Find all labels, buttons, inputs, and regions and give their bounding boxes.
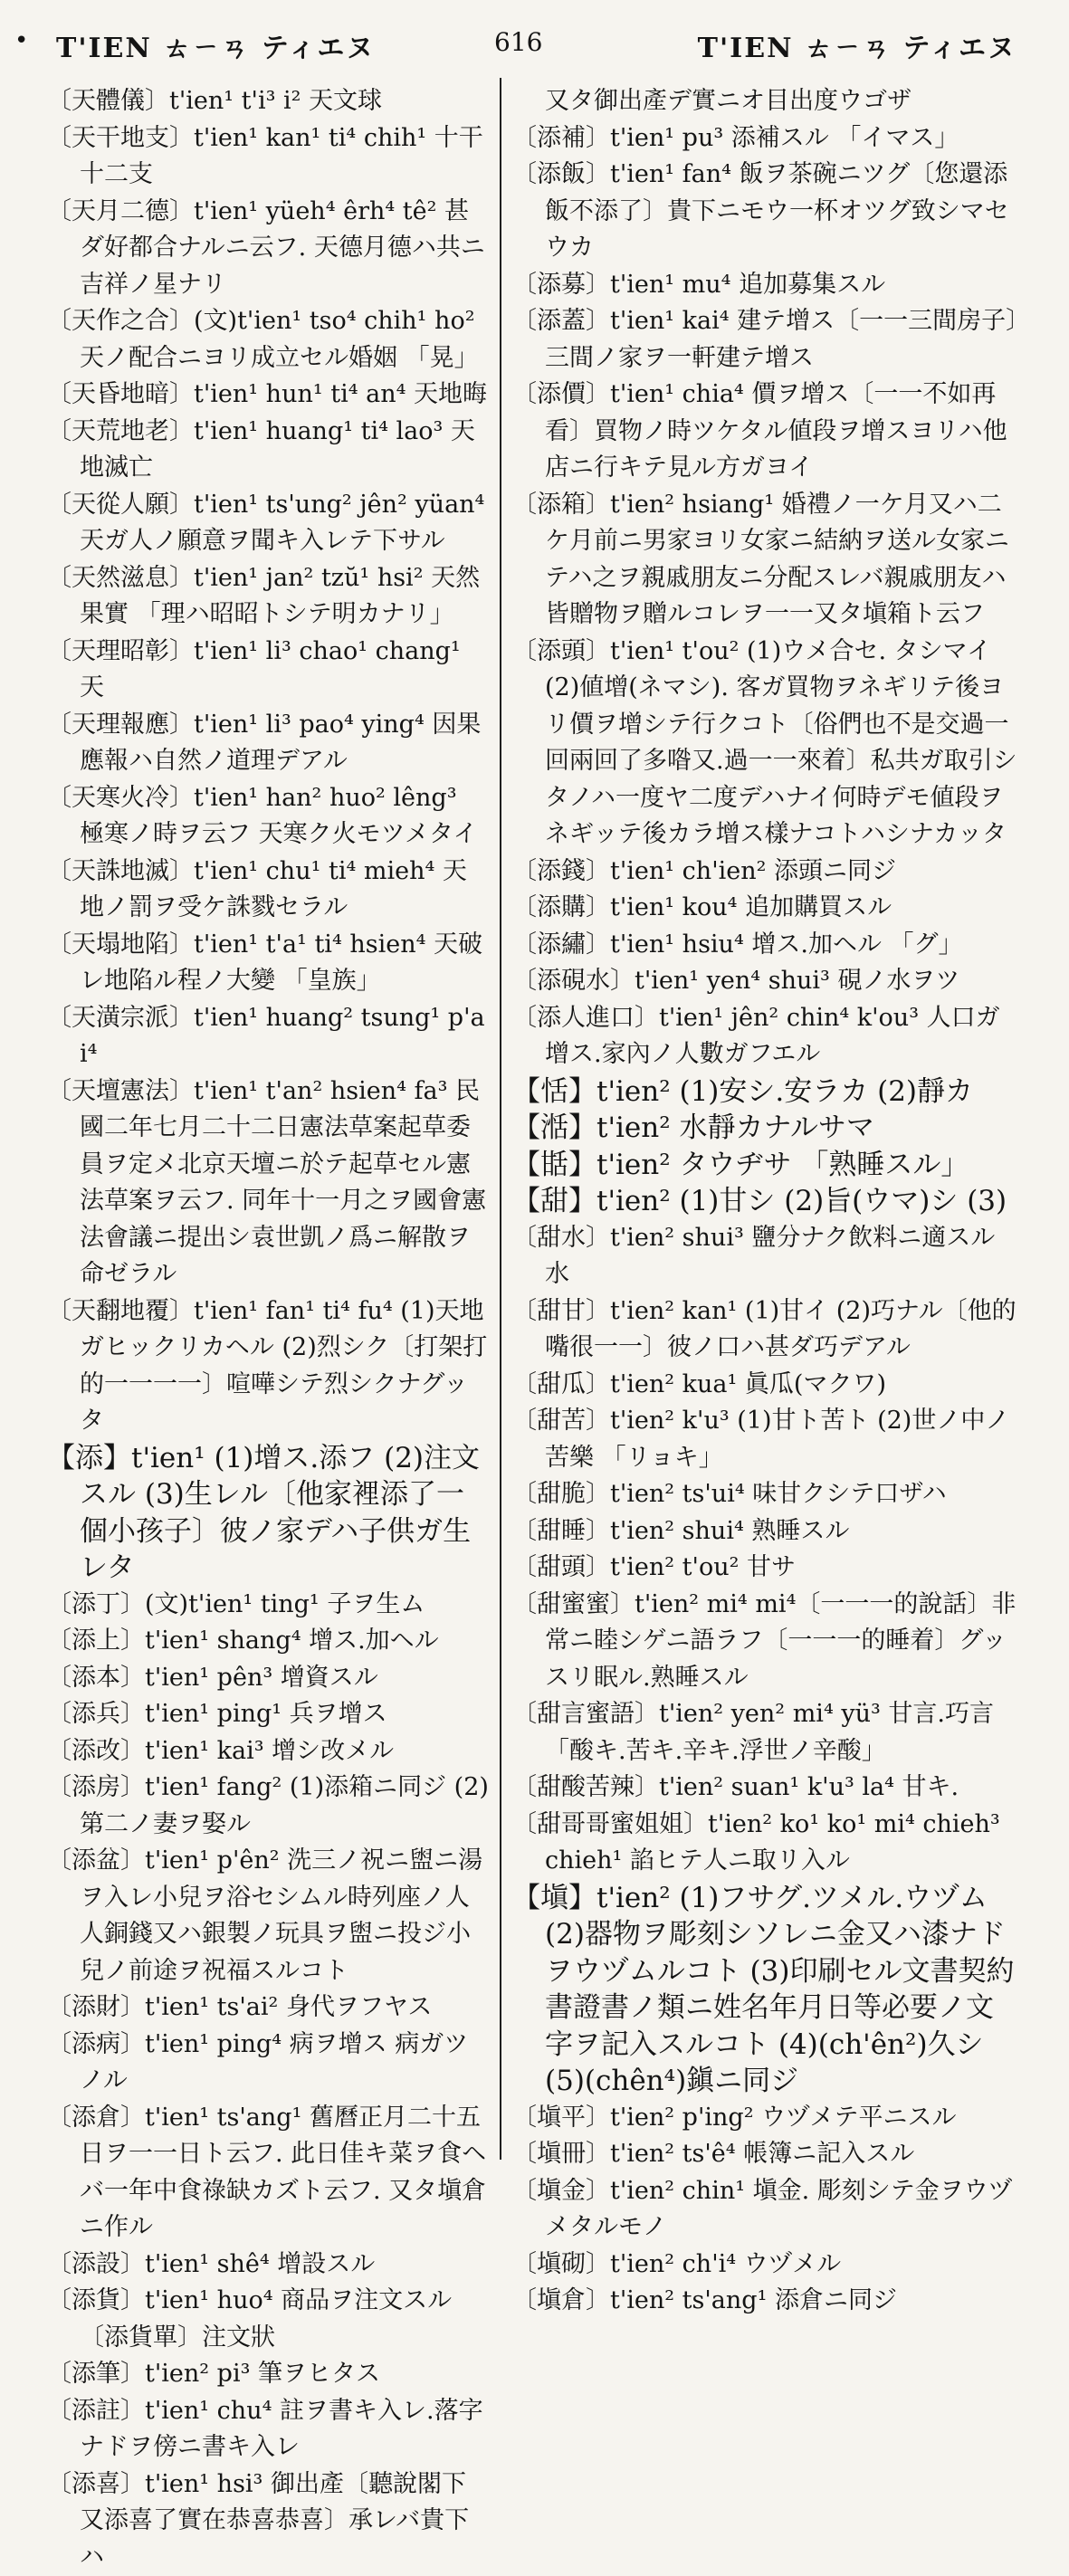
dictionary-entry: 〔添價〕t'ien¹ chia⁴ 價ヲ增ス〔一一不如再看〕買物ノ時ツケタル値段ヲ增スヨリハ他店ニ行キテ見ル方ガヨイ: [512, 377, 1019, 487]
dictionary-entry: 【湉】t'ien² 水靜カナルサマ: [512, 1110, 1019, 1147]
dictionary-entry: 〔添改〕t'ien¹ kai³ 增シ改メル: [47, 1733, 489, 1770]
dictionary-entry: 〔添設〕t'ien¹ shê⁴ 增設スル: [47, 2247, 489, 2284]
dictionary-entry: 〔添蓋〕t'ien¹ kai⁴ 建テ增ス〔一一三間房子〕三間ノ家ヲ一軒建テ增ス: [512, 303, 1019, 377]
dictionary-entry: 〔塡金〕t'ien² chin¹ 塡金. 彫刻シテ金ヲウヅメタルモノ: [512, 2173, 1019, 2247]
dictionary-entry: 〔添病〕t'ien¹ ping⁴ 病ヲ增ス 病ガツノル: [47, 2027, 489, 2100]
dictionary-entry: 〔天理報應〕t'ien¹ li³ pao⁴ ying⁴ 因果應報ハ自然ノ道理デアル: [47, 707, 489, 780]
dictionary-entry: 〔添財〕t'ien¹ ts'ai² 身代ヲフヤス: [47, 1989, 489, 2027]
dictionary-entry: 〔塡砌〕t'ien² ch'i⁴ ウヅメル: [512, 2247, 1019, 2284]
dictionary-entry: 〔塡平〕t'ien² p'ing² ウヅメテ平ニスル: [512, 2100, 1019, 2137]
dictionary-entry: 〔添喜〕t'ien¹ hsi³ 御出產〔聽說閣下又添喜了實在恭喜恭喜〕承レバ貴下ハ: [47, 2466, 489, 2576]
dictionary-entry: 〔天塌地陷〕t'ien¹ t'a¹ ti⁴ hsien⁴ 天破レ地陷ル程ノ大變 「皇族」: [47, 927, 489, 1000]
dictionary-entry: 〔甜蜜蜜〕t'ien² mi⁴ mi⁴〔一一一的說話〕非常ニ睦シゲニ語ラフ〔一一一的睡着〕グッスリ眠ル.熟睡スル: [512, 1587, 1019, 1697]
dictionary-entry: 〔添購〕t'ien¹ kou⁴ 追加購買スル: [512, 890, 1019, 927]
dictionary-entry: 〔添硯水〕t'ien¹ yen⁴ shui³ 硯ノ水ヲツ: [512, 963, 1019, 1000]
dictionary-entry: 【恬】t'ien² (1)安シ.安ラカ (2)靜カ: [512, 1073, 1019, 1111]
header-right-title: T'IEN ㄊㄧㄢ ティエヌ: [698, 25, 1017, 65]
dictionary-entry: 〔添箱〕t'ien² hsiang¹ 婚禮ノ一ケ月又ハ二ケ月前ニ男家ヨリ女家ニ結納ヲ送ル女家ニテハ之ヲ親戚朋友ニ分配スレバ親戚朋友ハ皆贈物ヲ贈ルコレヲ一一又タ塡箱ト云フ: [512, 487, 1019, 634]
dictionary-entry: 〔添募〕t'ien¹ mu⁴ 追加募集スル: [512, 267, 1019, 304]
dictionary-entry: 〔天昏地暗〕t'ien¹ hun¹ ti⁴ an⁴ 天地晦: [47, 377, 489, 414]
dictionary-entry: 〔天體儀〕t'ien¹ t'i³ i² 天文球: [47, 83, 489, 120]
dictionary-entry: 〔甜水〕t'ien² shui³ 鹽分ナク飲料ニ適スル水: [512, 1220, 1019, 1293]
dictionary-entry: 又タ御出產デ實ニオ目出度ウゴザ: [512, 83, 1019, 120]
dictionary-entry: 〔添倉〕t'ien¹ ts'ang¹ 舊曆正月二十五日ヲ一一日ト云フ. 此日佳キ菜ヲ食ヘバ一年中食祿缺カズト云フ. 又タ塡倉ニ作ル: [47, 2100, 489, 2247]
dictionary-entry: 〔天作之合〕(文)t'ien¹ tso⁴ chih¹ ho² 天ノ配合ニヨリ成立セル婚姻 「晃」: [47, 303, 489, 377]
dictionary-entry: 〔添上〕t'ien¹ shang⁴ 增ス.加ヘル: [47, 1623, 489, 1660]
dictionary-entry: 〔塡冊〕t'ien² ts'ê⁴ 帳簿ニ記入スル: [512, 2136, 1019, 2173]
dictionary-entry: 〔添房〕t'ien¹ fang² (1)添箱ニ同ジ (2)第二ノ妻ヲ娶ル: [47, 1770, 489, 1843]
dictionary-entry: 【添】t'ien¹ (1)增ス.添フ (2)注文スル (3)生レル〔他家裡添了一個小孩子〕彼ノ家デハ子供ガ生レタ: [47, 1440, 489, 1587]
dictionary-entry: 〔甜酸苦辣〕t'ien² suan¹ k'u³ la⁴ 甘キ.: [512, 1770, 1019, 1807]
header-mark: •: [14, 27, 28, 54]
dictionary-entry: 〔塡倉〕t'ien² ts'ang¹ 添倉ニ同ジ: [512, 2283, 1019, 2320]
dictionary-entry: 〔添本〕t'ien¹ pên³ 增資スル: [47, 1660, 489, 1697]
dictionary-entry: 〔甜頭〕t'ien² t'ou² 甘サ: [512, 1550, 1019, 1587]
dictionary-entry: 〔添註〕t'ien¹ chu⁴ 註ヲ書キ入レ.落字ナドヲ傍ニ書キ入レ: [47, 2393, 489, 2466]
dictionary-entry: 〔天干地支〕t'ien¹ kan¹ ti⁴ chih¹ 十干十二支: [47, 120, 489, 194]
dictionary-entry: 〔天從人願〕t'ien¹ ts'ung² jên² yüan⁴ 天ガ人ノ願意ヲ聞キ入レテ下サル: [47, 487, 489, 560]
dictionary-entry: 〔甜甘〕t'ien² kan¹ (1)甘イ (2)巧ナル〔他的嘴很一一〕彼ノ口ハ甚ダ巧デアル: [512, 1293, 1019, 1367]
dictionary-entry: 〔添頭〕t'ien¹ t'ou² (1)ウメ合セ. タシマイ (2)値增(ネマシ). 客ガ買物ヲネギリテ後ヨリ價ヲ增シテ行クコト〔俗們也不是交過一回兩回了多喒又.過一一來着〕私共ガ取引シタノハ一度ヤ二度デハナイ何時デモ値段ヲネギッテ後カラ增ス樣ナコトハシナカッタ: [512, 634, 1019, 854]
page-number: 616: [494, 27, 542, 57]
dictionary-entry: 〔添貨〕t'ien¹ huo⁴ 商品ヲ注文スル〔添貨單〕注文狀: [47, 2283, 489, 2356]
dictionary-entry: 〔添盆〕t'ien¹ p'ên² 洗三ノ祝ニ盥ニ湯ヲ入レ小兒ヲ浴セシムル時列座ノ人人銅錢又ハ銀製ノ玩具ヲ盥ニ投ジ小兒ノ前途ヲ祝福スルコト: [47, 1843, 489, 1989]
dictionary-entry: 〔天然滋息〕t'ien¹ jan² tzŭ¹ hsi² 天然果實 「理ハ昭昭トシテ明カナリ」: [47, 560, 489, 634]
dictionary-entry: 〔天月二德〕t'ien¹ yüeh⁴ êrh⁴ tê² 甚ダ好都合ナルニ云フ. 天德月德ハ共ニ吉祥ノ星ナリ: [47, 194, 489, 304]
page-header: [0, 0, 1069, 81]
dictionary-entry: 〔天理昭彰〕t'ien¹ li³ chao¹ chang¹ 天: [47, 634, 489, 707]
dictionary-entry: 【塡】t'ien² (1)フサグ.ツメル.ウヅム (2)器物ヲ彫刻シソレニ金又ハ漆ナドヲウヅムルコト (3)印刷セル文書契約書證書ノ類ニ姓名年月日等必要ノ文字ヲ記入スルコト (4)(ch'ên²)久シ (5)(chên⁴)鎭ニ同ジ: [512, 1880, 1019, 2100]
dictionary-entry: 〔添補〕t'ien¹ pu³ 添補スル 「イマス」: [512, 120, 1019, 157]
dictionary-entry: 〔天荒地老〕t'ien¹ huang¹ ti⁴ lao³ 天地滅亡: [47, 414, 489, 487]
dictionary-entry: 〔添繡〕t'ien¹ hsiu⁴ 增ス.加ヘル 「グ」: [512, 927, 1019, 964]
dictionary-entry: 〔天翻地覆〕t'ien¹ fan¹ ti⁴ fu⁴ (1)天地ガヒックリカヘル (2)烈シク〔打架打的一一一一〕喧嘩シテ烈シクナグッタ: [47, 1293, 489, 1440]
dictionary-entry: 〔天壇憲法〕t'ien¹ t'an² hsien⁴ fa³ 民國二年七月二十二日憲法草案起草委員ヲ定メ北京天壇ニ於テ起草セル憲法草案ヲ云フ. 同年十一月之ヲ國會憲法會議ニ提出シ袁世凱ノ爲ニ解散ヲ命ゼラル: [47, 1073, 489, 1293]
dictionary-entry: 【甛】t'ien² タウヂサ 「熟睡スル」: [512, 1147, 1019, 1184]
dictionary-entry: 〔添飯〕t'ien¹ fan⁴ 飯ヲ茶碗ニツグ〔您還添飯不添了〕貴下ニモウ一杯オツグ致シマセウカ: [512, 157, 1019, 267]
right-column: [512, 83, 1019, 2320]
dictionary-entry: 〔添錢〕t'ien¹ ch'ien² 添頭ニ同ジ: [512, 854, 1019, 891]
dictionary-entry: 〔甜言蜜語〕t'ien² yen² mi⁴ yü³ 甘言.巧言 「酸キ.苦キ.辛キ.浮世ノ辛酸」: [512, 1696, 1019, 1770]
header-left-title: T'IEN ㄊㄧㄢ ティエヌ: [56, 25, 375, 65]
column-divider: [500, 78, 501, 2160]
dictionary-entry: 〔甜苦〕t'ien² k'u³ (1)甘ト苦ト (2)世ノ中ノ苦樂 「リョキ」: [512, 1403, 1019, 1476]
dictionary-entry: 〔添兵〕t'ien¹ ping¹ 兵ヲ增ス: [47, 1696, 489, 1733]
dictionary-entry: 〔甜哥哥蜜姐姐〕t'ien² ko¹ ko¹ mi⁴ chieh³ chieh¹ 諂ヒテ人ニ取リ入ル: [512, 1807, 1019, 1880]
dictionary-entry: 〔天誅地滅〕t'ien¹ chu¹ ti⁴ mieh⁴ 天地ノ罰ヲ受ケ誅戮セラル: [47, 854, 489, 927]
left-column: [47, 83, 489, 2576]
dictionary-entry: 【甜】t'ien² (1)甘シ (2)旨(ウマ)シ (3): [512, 1183, 1019, 1220]
dictionary-entry: 〔添人進口〕t'ien¹ jên² chin⁴ k'ou³ 人口ガ增ス.家內ノ人數ガフエル: [512, 1000, 1019, 1073]
dictionary-entry: 〔天寒火冷〕t'ien¹ han² huo² lêng³ 極寒ノ時ヲ云フ 天寒ク火モツメタイ: [47, 780, 489, 854]
dictionary-entry: 〔甜瓜〕t'ien² kua¹ 眞瓜(マクワ): [512, 1367, 1019, 1404]
dictionary-entry: 〔添筆〕t'ien² pi³ 筆ヲヒタス: [47, 2356, 489, 2393]
dictionary-entry: 〔甜脆〕t'ien² ts'ui⁴ 味甘クシテ口ザハ: [512, 1476, 1019, 1513]
dictionary-entry: 〔甜睡〕t'ien² shui⁴ 熟睡スル: [512, 1513, 1019, 1550]
dictionary-entry: 〔添丁〕(文)t'ien¹ ting¹ 子ヲ生ム: [47, 1587, 489, 1624]
dictionary-entry: 〔天潢宗派〕t'ien¹ huang² tsung¹ p'ai⁴: [47, 1000, 489, 1073]
